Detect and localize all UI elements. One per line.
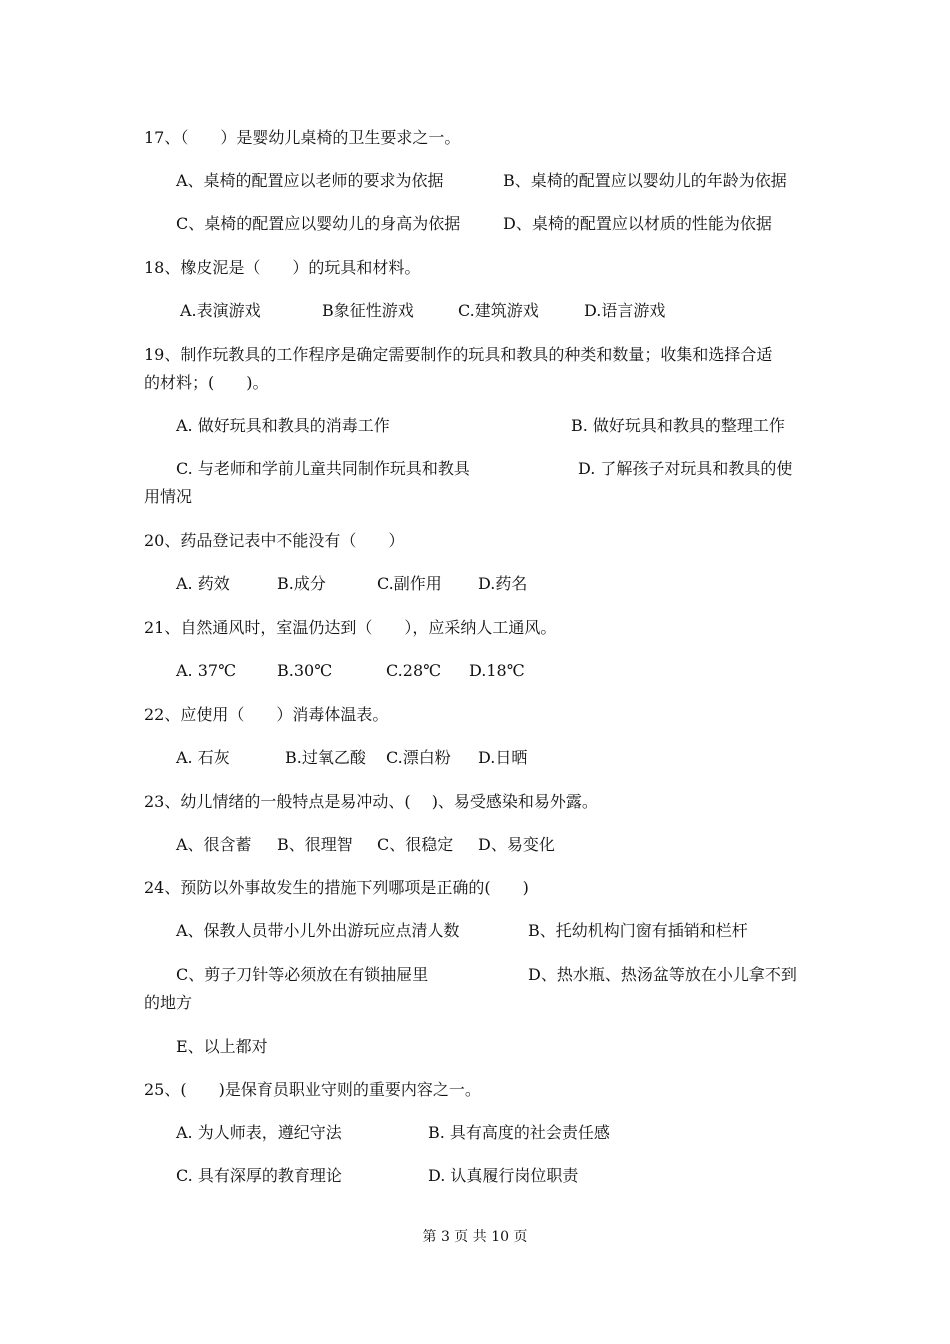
question-18-option-a: A.表演游戏 bbox=[180, 301, 261, 320]
question-25-option-a: A. 为人师表，遵纪守法 bbox=[176, 1123, 342, 1142]
question-23-option-d: D、易变化 bbox=[478, 835, 555, 854]
question-24-option-c: C、剪子刀针等必须放在有锁抽屉里 bbox=[176, 965, 429, 984]
question-21-option-d: D.18℃ bbox=[469, 661, 525, 680]
question-23-option-a: A、很含蓄 bbox=[176, 835, 252, 854]
question-17-option-c: C、桌椅的配置应以婴幼儿的身高为依据 bbox=[176, 214, 461, 233]
question-18-option-d: D.语言游戏 bbox=[584, 301, 666, 320]
question-18-option-b: B象征性游戏 bbox=[322, 301, 414, 320]
question-23-stem: 23、幼儿情绪的一般特点是易冲动、( )、易受感染和易外露。 bbox=[144, 792, 598, 811]
question-22-option-a: A. 石灰 bbox=[176, 748, 230, 767]
question-20-option-c: C.副作用 bbox=[377, 574, 442, 593]
question-24-option-b: B、托幼机构门窗有插销和栏杆 bbox=[528, 921, 748, 940]
question-21-option-b: B.30℃ bbox=[277, 661, 333, 680]
question-24-option-d-cont: 的地方 bbox=[144, 993, 193, 1012]
question-17-option-a: A、桌椅的配置应以老师的要求为依据 bbox=[176, 171, 444, 190]
question-25-stem: 25、( )是保育员职业守则的重要内容之一。 bbox=[144, 1080, 481, 1099]
question-21-stem: 21、自然通风时，室温仍达到（ ），应采纳人工通风。 bbox=[144, 618, 557, 637]
page-number-footer: 第 3 页 共 10 页 bbox=[422, 1229, 528, 1245]
question-19-option-b: B. 做好玩具和教具的整理工作 bbox=[571, 416, 785, 435]
question-24-option-d: D、热水瓶、热汤盆等放在小儿拿不到 bbox=[528, 965, 797, 984]
question-24-option-e: E、以上都对 bbox=[176, 1037, 268, 1056]
question-21-option-c: C.28℃ bbox=[386, 661, 442, 680]
question-22-option-c: C.漂白粉 bbox=[386, 748, 451, 767]
question-18-option-c: C.建筑游戏 bbox=[458, 301, 539, 320]
question-17-stem: 17、（ ）是婴幼儿桌椅的卫生要求之一。 bbox=[144, 128, 461, 147]
question-20-option-a: A. 药效 bbox=[176, 574, 230, 593]
question-19-option-d: D. 了解孩子对玩具和教具的使 bbox=[578, 459, 793, 478]
question-24-stem: 24、预防以外事故发生的措施下列哪项是正确的( ) bbox=[144, 878, 529, 897]
question-25-option-d: D. 认真履行岗位职责 bbox=[428, 1166, 579, 1185]
question-19-stem-line2: 的材料；( )。 bbox=[144, 373, 269, 392]
question-17-option-b: B、桌椅的配置应以婴幼儿的年龄为依据 bbox=[503, 171, 787, 190]
question-19-option-d-cont: 用情况 bbox=[144, 487, 193, 506]
question-22-option-d: D.日晒 bbox=[478, 748, 528, 767]
question-24-option-a: A、保教人员带小儿外出游玩应点清人数 bbox=[176, 921, 460, 940]
question-22-stem: 22、应使用（ ）消毒体温表。 bbox=[144, 705, 389, 724]
question-22-option-b: B.过氧乙酸 bbox=[285, 748, 366, 767]
question-25-option-c: C. 具有深厚的教育理论 bbox=[176, 1166, 342, 1185]
question-20-option-b: B.成分 bbox=[277, 574, 326, 593]
question-17-option-d: D、桌椅的配置应以材质的性能为依据 bbox=[503, 214, 772, 233]
question-19-stem-line1: 19、制作玩教具的工作程序是确定需要制作的玩具和教具的种类和数量；收集和选择合适 bbox=[144, 345, 773, 364]
question-25-option-b: B. 具有高度的社会责任感 bbox=[428, 1123, 610, 1142]
question-20-option-d: D.药名 bbox=[478, 574, 528, 593]
question-19-option-c: C. 与老师和学前儿童共同制作玩具和教具 bbox=[176, 459, 470, 478]
question-23-option-b: B、很理智 bbox=[277, 835, 353, 854]
question-23-option-c: C、很稳定 bbox=[377, 835, 454, 854]
question-20-stem: 20、药品登记表中不能没有（ ） bbox=[144, 531, 405, 550]
question-18-stem: 18、橡皮泥是（ ）的玩具和材料。 bbox=[144, 258, 421, 277]
question-21-option-a: A. 37℃ bbox=[176, 661, 236, 680]
question-19-option-a: A. 做好玩具和教具的消毒工作 bbox=[176, 416, 390, 435]
